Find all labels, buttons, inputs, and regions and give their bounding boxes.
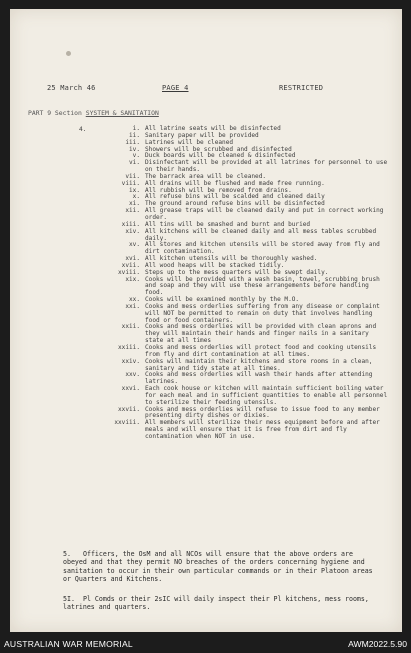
list-item bbox=[80, 277, 390, 298]
paragraph-5-text: Officers, the OsM and all NCOs will ensure that the above orders are obeyed and that they permit NO breaches of the orders concerning hygiene and sanitation to occur in their own particular commands or in their Platoon areas or Quarters and Kitchens. bbox=[63, 550, 373, 584]
list-item-text: Sanitary paper will be provided bbox=[145, 131, 259, 139]
list-item bbox=[80, 359, 390, 373]
list-item bbox=[80, 242, 390, 256]
list-item-text: Cooks and mess orderlies will wash their hands after attending latrines. bbox=[145, 371, 373, 386]
list-item bbox=[80, 324, 390, 345]
list-item bbox=[80, 386, 390, 407]
list-item-text: Each cook house or kitchen will maintain sufficient boiling water for each meal and in sufficient quantities to enable all personnel to sterilize their feeding utensils. bbox=[145, 385, 388, 406]
list-item-text: Disinfectant will be provided at all latrines for personnel to use on their hands. bbox=[145, 159, 388, 174]
list-item-number: vi. bbox=[128, 159, 140, 167]
list-item-number: xii. bbox=[125, 207, 140, 215]
list-item-text: Cooks and mess orderlies will be provided with clean aprons and they will maintain their hands and finger nails in a sanitary state at all times bbox=[145, 323, 377, 345]
section-heading bbox=[28, 109, 159, 117]
list-item-text: All members will sterilize their mess equipment before and after meals and will ensure that it is free from dirt and fly contamination when NOT in use. bbox=[145, 419, 380, 440]
list-item-text: All tins will be smashed and burnt and buried bbox=[145, 220, 311, 228]
list-item bbox=[80, 407, 390, 421]
list-item-text: Steps up to the mess quarters will be swept daily. bbox=[145, 268, 329, 276]
list-item bbox=[80, 208, 390, 222]
section-prefix: PART 9 Section bbox=[28, 109, 82, 117]
paragraph-5 bbox=[63, 550, 373, 584]
list-item-text: Showers will be scrubbed and disinfected bbox=[145, 145, 292, 153]
list-item-number: v. bbox=[132, 152, 140, 160]
list-item-text: The ground around refuse bins will be disinfected bbox=[145, 200, 325, 208]
list-item bbox=[80, 160, 390, 174]
list-item-number: xxv. bbox=[125, 371, 140, 379]
list-item-text: Cooks will maintain their kitchens and store rooms in a clean, sanitary and tidy state at all times. bbox=[145, 357, 373, 372]
list-item-number: xviii. bbox=[117, 268, 140, 276]
header-classification: RESTRICTED bbox=[279, 84, 324, 92]
paragraph-5-number: 5. bbox=[63, 550, 71, 558]
list-item-text: All stores and kitchen utensils will be stored away from fly and dirt contamination. bbox=[145, 241, 380, 256]
list-item-number: ii. bbox=[128, 131, 140, 139]
list-item-number: vii. bbox=[125, 172, 140, 180]
paragraph-4-label: 4. bbox=[79, 126, 87, 133]
list-item bbox=[80, 372, 390, 386]
order-list bbox=[80, 126, 390, 441]
list-item-number: xxvii. bbox=[117, 405, 140, 413]
header-page-number: PAGE 4 bbox=[162, 84, 189, 92]
list-item-text: Cooks and mess orderlies will refuse to issue food to any member presenting dirty dishes or dixies. bbox=[145, 405, 380, 420]
footer-reference: AWM2022.5.90 bbox=[348, 639, 407, 649]
list-item-number: xix. bbox=[125, 275, 140, 283]
paragraph-5i-text: Pl Comds or their 2sIC will daily inspect their Pl kitchens, mess rooms, latrines and quarters. bbox=[63, 595, 369, 612]
list-item-text: All grease traps will be cleaned daily and put in correct working order. bbox=[145, 207, 384, 221]
list-item-text: Duck boards will be cleaned & disinfected bbox=[145, 152, 296, 160]
paragraph-5i-number: 5I. bbox=[63, 595, 75, 603]
list-item-number: xv. bbox=[128, 241, 140, 249]
archive-footer bbox=[0, 637, 411, 653]
list-item-text: All rubbish will be removed from drains. bbox=[145, 186, 292, 194]
list-item bbox=[80, 420, 390, 441]
list-item bbox=[80, 304, 390, 325]
list-item-text: All drains will be flushed and made free running. bbox=[145, 179, 325, 187]
list-item-text: All refuse bins will be scalded and cleaned daily bbox=[145, 193, 325, 201]
list-item-number: xi. bbox=[128, 200, 140, 208]
list-item-number: x. bbox=[132, 193, 140, 201]
list-item-number: ix. bbox=[128, 186, 140, 194]
list-item-number: viii. bbox=[121, 179, 140, 187]
list-item-number: iii. bbox=[125, 138, 140, 146]
list-item-number: xxi. bbox=[125, 302, 140, 310]
list-item-number: xvii. bbox=[121, 261, 140, 269]
list-item-number: xvi. bbox=[125, 255, 140, 263]
list-item-text: All kitchen utensils will be thoroughly washed. bbox=[145, 255, 318, 263]
list-item-text: Latrines will be cleaned bbox=[145, 138, 234, 146]
list-item-text: Cooks will be provided with a wash basin, towel, scrubbing brush and soap and they will use these arrangements before handling food. bbox=[145, 275, 380, 297]
section-title: SYSTEM & SANITATION bbox=[85, 109, 159, 117]
list-item-text: Cooks and mess orderlies will protect food and cooking utensils from fly and dirt contamination at all times. bbox=[145, 344, 377, 358]
list-item-number: xxiv. bbox=[121, 357, 140, 365]
footer-institution: AUSTRALIAN WAR MEMORIAL bbox=[4, 639, 133, 649]
list-item-number: xxvi. bbox=[121, 385, 140, 393]
punch-hole bbox=[66, 51, 71, 56]
list-item-number: iv. bbox=[128, 145, 140, 153]
list-item bbox=[80, 345, 390, 359]
header-date: 25 March 46 bbox=[47, 84, 96, 92]
list-item-text: Cooks and mess orderlies suffering from any disease or complaint will NOT be permitted to remain on duty that involves handling food or food containers. bbox=[145, 302, 380, 324]
list-item-text: The barrack area will be cleaned. bbox=[145, 172, 267, 180]
list-item-number: xxviii. bbox=[114, 419, 140, 427]
list-item-text: Cooks will be examined monthly by the M.O. bbox=[145, 296, 300, 304]
paragraph-5i bbox=[63, 595, 373, 612]
list-item-number: xiv. bbox=[125, 227, 140, 235]
list-item-number: xx. bbox=[128, 296, 140, 304]
list-item-text: All latrine seats will be disinfected bbox=[145, 125, 281, 132]
list-item-number: xxiii. bbox=[117, 344, 140, 351]
list-item-text: All kitchens will be cleaned daily and all mess tables scrubbed daily. bbox=[145, 227, 377, 242]
list-item-number: xxii. bbox=[121, 323, 140, 331]
list-item-number: i. bbox=[132, 125, 140, 132]
list-item bbox=[80, 229, 390, 243]
list-item-text: All wood heaps will be stacked tidily. bbox=[145, 261, 285, 269]
list-item-number: xiii. bbox=[121, 220, 140, 228]
document-page bbox=[10, 9, 402, 632]
